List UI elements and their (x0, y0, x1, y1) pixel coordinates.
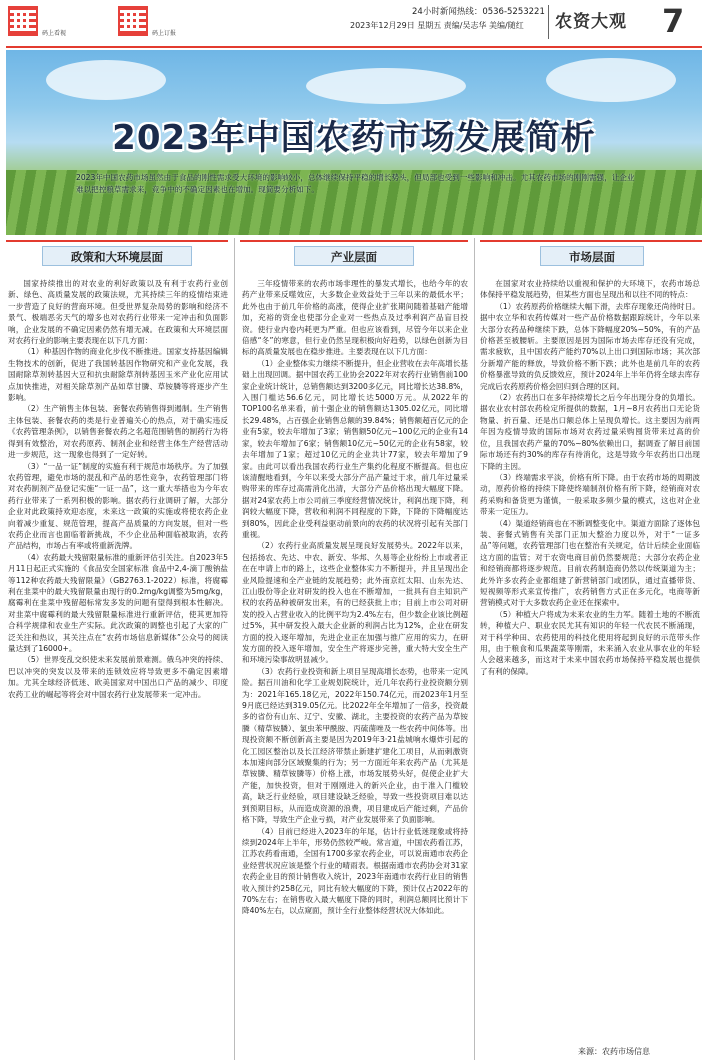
column-divider (474, 238, 475, 1060)
section-title: 农资大观 (555, 12, 627, 32)
paragraph: （3）农药行业投资和新上项目呈现高增长态势，也带来一定风险。据百川油和化学工业规划院统计，近几年农药行业投资额分别为：2021年165.18亿元，2022年150.74亿元，而2023年1月至9月底已经达到319.05亿元。比2022年全年增加了一倍多，投资最多的省份有山东、辽宁、安徽、湖北，主要投资的农药产品为草铵膦（精草铵膦）、氯虫苯甲酰胺、丙硫菌唑及一些农药中间体等。出现投资额不断创新高主要是因为2019年3·21盐城响水爆炸引起的化工园区整治以及长江经济带禁止新建扩建化工项目，从而刺激资本加速向部分区域聚集的行为；另一方面近年来农药产品（尤其是草铵膦、精草铵膦等）价格上涨，市场发展势头好，促使企业扩大产能，加快投资，但对于刚刚进入的新兴企业，由于准入门槛较高，缺乏行业经验，项目建设缺乏经验，导致一些投资项目难以达到预期目标，从而造成资源的浪费，项目建成后产能过剩，产品价格下降，导致生产企业亏损，对产业发展带来了负面影响。 (242, 666, 468, 825)
paragraph: （5）世界变乱交织使未来发展前景难测。俄乌冲突的持续、巴以冲突的突发以及带来的连锁效应将导致更多不确定因素增加。尤其全球经济低迷、欧美国家对中国出口产品的减少、印度农药工业的崛起等将会对中国农药行业发展带来一定冲击。 (8, 655, 228, 699)
paragraph: （1）种基因作物的商业化步伐不断推进。国家支持基因编辑生物技术的创新，促进了我国转基因作物研究和产业化发展，我国耐除草剂转基因大豆和抗虫耐除草剂转基因玉米产业化应用试点加快推进，对相关除草剂产品如草甘膦、草铵膦等将逐步产生影响。 (8, 347, 228, 403)
qr-code-subscribe[interactable] (118, 6, 148, 36)
hero-banner (6, 50, 702, 235)
qr-code-video[interactable] (8, 6, 38, 36)
qr-label-subscribe: 码上订报 (152, 30, 177, 37)
page-number: 7 (662, 2, 685, 40)
paragraph: 国家持续推出的对农业的利好政策以及有利于农药行业创新、绿色、高质量发展的政策法规，尤其持续三年的疫情结束进一步营造了良好的营商环境。但受世界复杂局势的影响和经济不景气、极端恶劣天气的增多也对农药行业带来一定冲击和负面影响，企业发展的不确定因素仍然有增无减。在政策和大环境层面对农药行业的影响主要表现在以下几方面： (8, 279, 228, 346)
qr-label-video: 码上看视 (42, 30, 67, 37)
header-rule (6, 46, 702, 48)
paragraph: （2）农药出口在多年持续增长之后今年出现分身的负增长。据农业农村部农药检定所提供的数据，1月~8月农药出口无论货物量、折百量、还是出口额总体上呈现负增长。这主要因为前两年因为疫情导致的国际市场对农药过量采购囤货带来过高的价位，且我国农药产量的70%~80%依赖出口，据调查了解目前国际市场还有约30%的库存有待消化，这是导致今年农药出口出现下降的主因。 (480, 393, 700, 471)
cloud-shape (546, 58, 676, 102)
paragraph: （4）目前已经进入2023年的年尾，估计行业低迷现象或将持续到2024年上半年，形势仍然较严峻。常言道，中国农药看江苏，江苏农药看南通，全国有1700多家农药企业，可以说南通市农药企业经营状况应该是整个行业的晴雨表。根据南通市农药协会对31家农药企业目的预计销售收入统计，2023年南通市农药行业目的销售收入预计约258亿元，同比有较大幅度的下降，预计仅占2022年的70%左右；在销售收入最大幅度下降的同时，利润总额同比预计下降40%左右，以点窥面，预计全行业整体经营状况大体如此。 (242, 826, 468, 916)
column-divider (234, 238, 235, 1060)
heading-policy: 政策和大环境层面 (42, 246, 192, 266)
article-intro: 2023年中国农药市场虽然由于食品的刚性需求受大环境的影响较小，总体继续保持平稳的增长势头，但局部也受到一些影响和冲击。尤其农药市场的刚刚需强，让企业难以把控粮草需求来，竞争中的不确定因素也在增加。现简要分析如下。 (76, 173, 635, 194)
paragraph: （4）农药最大残留限量标准的重新评估引关注。自2023年5月11日起正式实施的《食品安全国家标准 食品中2,4-滴丁酸钠盐等112种农药最大残留限量》（GB2763.1-2022）标准，将腐霉利在韭菜中的最大残留限量由现行的0.2mg/kg调整为5mg/kg，腐霉利在韭菜中残留超标常发多发的问题有望得到根本性解决。对韭菜中腐霉利的最大残留限量标准进行重新评估，使其更加符合科学规律和农业生产实际。此次政策的调整也引起了大家的广泛关注和热议，其关注点在“农药市场信息新媒体”公众号的阅读量达到了16000+。 (8, 552, 228, 653)
paragraph: （3）终端需求平淡，价格有所下降。由于农药市场的周期波动，原药价格的持续下降使终端制剂价格有所下降，经销商对农药采购和备货更为谨慎，一般采取多频少量的模式，这也对企业带来一定压力。 (480, 472, 700, 517)
paragraph: 三年疫情带来的农药市场非理性的暴发式增长，也给今年的农药产业带来反噬效应，大多数企业效益处于三年以来的最低水平；此外也由于前几年价格的高涨，使得企业扩张期间随着基础产能增加，充裕的资金也使部分企业对一些热点及过季利润产品盲目投资。使行业内卷内耗更为严重。但也应该看到，尽管今年以来企业倍感“冬”的寒意，但行业仍然呈现积极向好趋势，以绿色创新为目标的高质量发展也在稳步推进。主要表现在以下几方面： (242, 279, 468, 357)
cloud-shape (306, 68, 466, 104)
paragraph: （5）种植大户将成为未来农业的生力军。随着土地的不断流转，种植大户、职业农民尤其有知识的年轻一代农民不断涌现，对于科学种田、农药使用的科技化使用将起到良好的示范带头作用，由于粮食和瓜果蔬菜等刚需，未来涌入农业从事农业的年轻人会越来越多，而这对于未来中国农药市场保持平稳发展也提供了有利的保障。 (480, 609, 700, 676)
article-title: 2023年中国农药市场发展简析 (112, 118, 596, 158)
column-industry (242, 278, 468, 1058)
paragraph: 在国家对农业持续给以重视和保护的大环境下，农药市场总体保持平稳发展趋势，但某些方面也呈现出和以往不同的特点： (480, 279, 700, 300)
heading-industry: 产业层面 (294, 246, 414, 266)
paragraph: （1）企业整体实力继续不断提升，但企业营收在去年高增长基础上出现回调。据中国农药工业协会2022年对农药行业销售前100家企业统计统计，总销售额达到3200多亿元，同比增长达38.8%，入围门槛达56.6亿元，同比增长达5000万元。从2022年的TOP100名单来看，前十强企业的销售额达1305.02亿元，同比增长29.48%，占百强企业销售总额的39.84%；销售额超百亿元的企业有5家，较去年增加了3家；销售额50亿元~100亿元的企业有14家，较去年增加了6家；销售额10亿元~50亿元的企业有58家，较去年增加了1家；超过10亿元的企业共计77家，较去年增加了9家。由此可以看出我国农药行业生产集约化程度不断提高。但也应该清醒地看到，今年以来受大部分产品产量过于求，前几年过量采购带来的库存过高需消化出清，大部分产品价格出现大幅度下降。据对24家农药上市公司前三季度经营情况统计，利润出现下降，利润较大幅度下降，营收和利润不同程度的下降，下降的下降幅度达到80%，因此企业受利益驱动前景向的农药的状况将引起有关部门重视。 (242, 358, 468, 539)
cloud-shape (46, 60, 166, 100)
news-hotline: 24小时新闻热线：0536-5253221 (412, 7, 545, 17)
heading-market: 市场层面 (540, 246, 644, 266)
paragraph: （4）渠道经销商也在不断调整变化中。渠道方面除了逐体包装、套餐式销售有关部门正加大整治力度以外，对于“一证多品”等问题，农药管理部门也在整治有关规定，估计后续企业面临这方面的监管；对于农资电商目前仍然要规范；大部分农药企业和经销商都将逐步规范。目前农药制造商仍然以传统渠道为主；此外许多农药企业都组建了新营销部门或团队，通过直播带货、短视频等形式来宣传推广，农药销售方式正在多元化，电商等新营销模式对于大多数农药企业还在探索中。 (480, 518, 700, 608)
paragraph: （2）农药行业高质量发展呈现良好发展势头。2022年以来，包括扬农、先达、中农、新安、华邦、久易等企业纷纷上市或者正在在申请上市的路上，这些企业整体实力不断提升，并且呈现出企业风险提速和全产业链的发展趋势；此外南京红太阳、山东先达、江山股份等企业对研发的投入也在不断增加，一批具有自主知识产权的农药品种被研发出来，有的已经获批上市；目前上市公司对研发的投入占营业收入的比例平均为2.4%左右，但少数企业该比例超过5%，其中研发投入最大企业新的利润占比为12%，企业在研发方面的投入逐年增加，先进企业正在加强与推广应用的实力，在研发方面的投入逐年增加，安全生产将逐步完善，重大特大安全生产和环境污染事故明显减少。 (242, 541, 468, 665)
date-editor-line: 2023年12月29日 星期五 责编/吴志华 美编/随红 (350, 21, 524, 30)
paragraph: （2）生产销售主体包装、套餐农药销售得到遏制。生产销售主体包装、套餐农药的类是行业普遍关心的热点，对于确实违反《农药管理条例》，以销售套餐农药之名超范围销售的制药行为将得到有效整治，对农药原药、制剂企业和经营主体生产经营活动进一步规范，这一现象也得到了一定好转。 (8, 404, 228, 460)
header-divider (548, 5, 549, 39)
column-policy (8, 278, 228, 1058)
article-source: 来源：农药市场信息 (578, 1047, 650, 1056)
paragraph: （1）农药原药价格继续大幅下滑，去库存现象还尚待时日。据中农立华和农药传媒对一些产品价格数据跟踪统计，今年以来大部分农药品种继续下跌，总体下降幅度20%~50%，有的产品价格甚至被腰斩。主要原因是因为国际市场去库存还没有完成，需求疲软，且中国农药产能约70%以上出口到国际市场；其次部分新增产能的释放，导致价格不断下跌；此外也是前几年的农药价格暴涨导致的负反馈效应，预计2024年上半年仍将全球去库存完成后农药原药价格会回归到合理的区间。 (480, 301, 700, 391)
column-market (480, 278, 700, 1042)
paragraph: （3）“一品一证”制度的实施有利于规范市场秩序。为了加强农药管理，避免市场的混乱和产品的恶性竞争，农药管理部门将对农药制剂产品登记实施“一证一品”，这一重大举措也为今年农药行业带来了一系列积极的影响。据农药行业调研了解，大部分企业对此政策持欢迎态度，未来这一政策的实施或将使农药企业向着减少重复、规范管理，提高产品质量的方向发展，但对一些农药企业而言也面临着新挑战，不少企业品种面临被取消，农药产品结构，市场占有率或将重新洗牌。 (8, 461, 228, 551)
